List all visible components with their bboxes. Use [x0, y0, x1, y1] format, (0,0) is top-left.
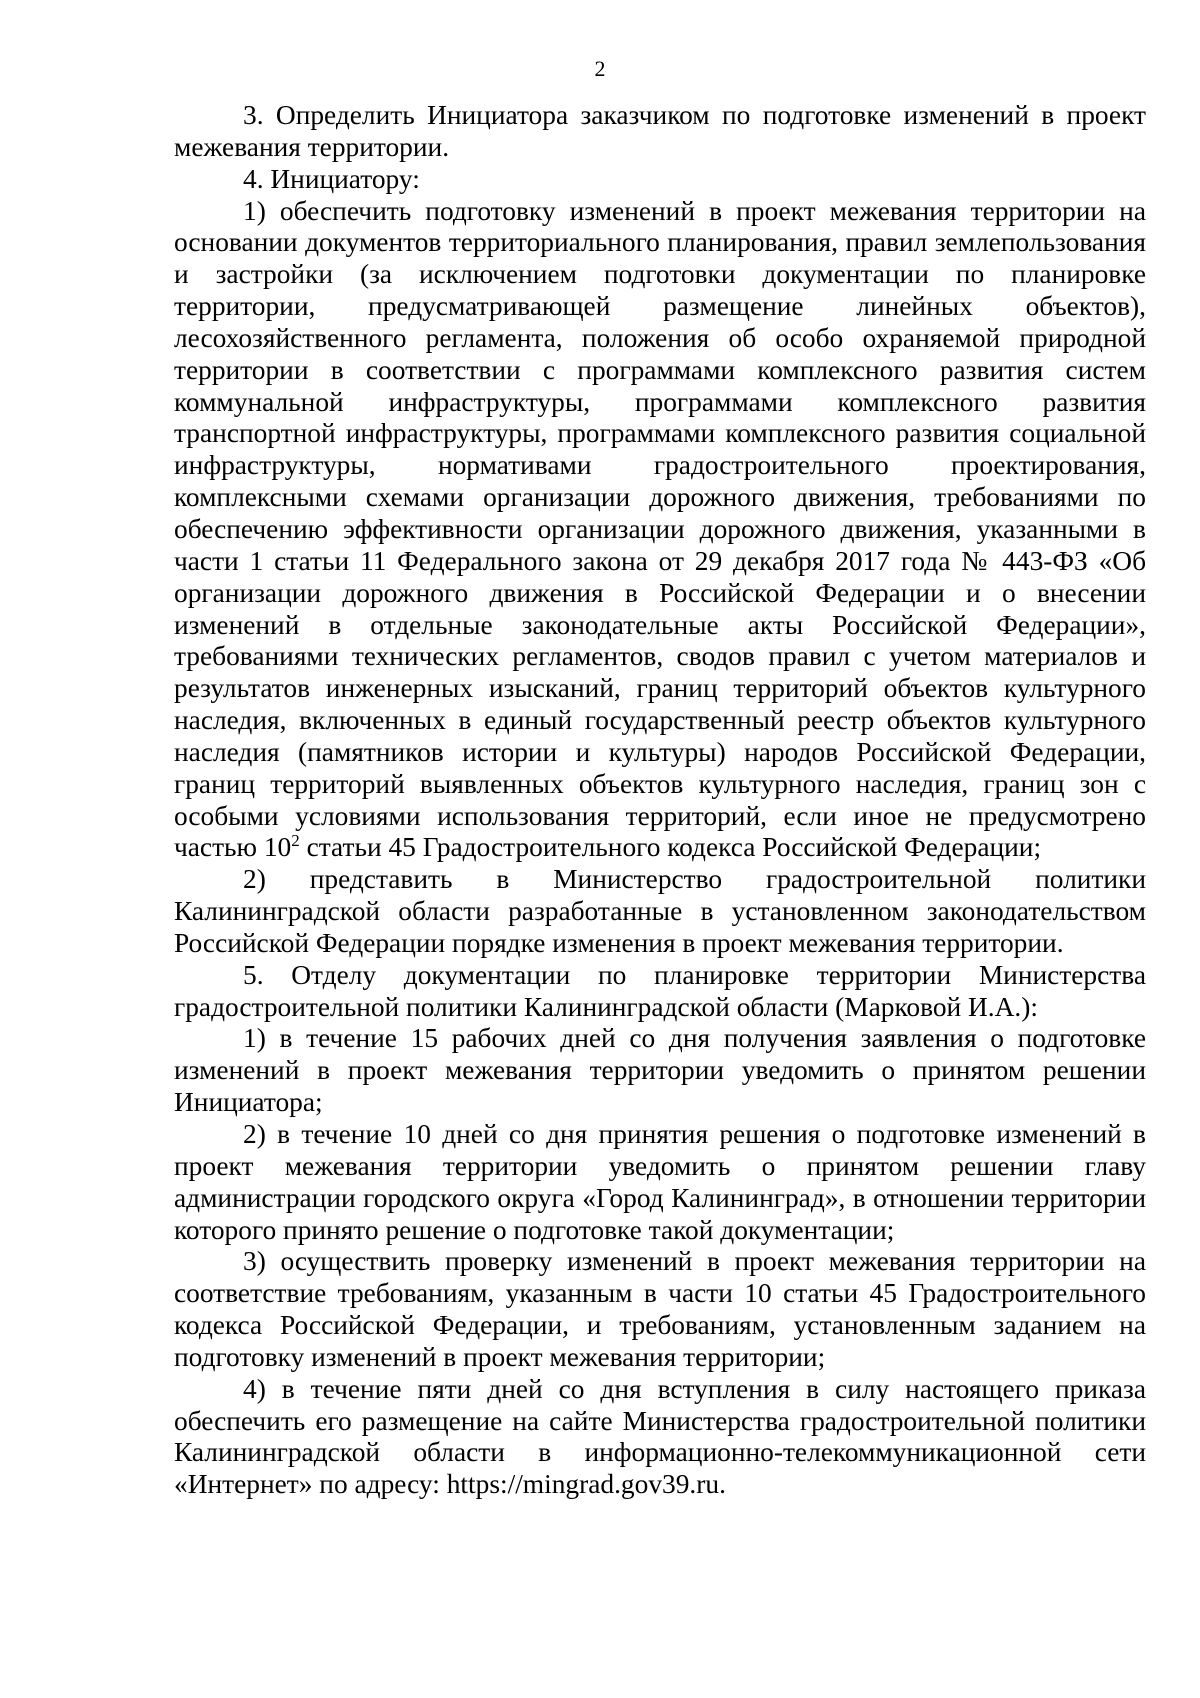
page-number: 2: [594, 56, 606, 81]
paragraph-text: 1) обеспечить подготовку изменений в проект межевания территории на основании документов территориального планирования, правил землепользования и застройки (за исключением подготовки документации по планировке территории, предусматривающей размещение линейных объектов), лесохозяйственного регламента, положения об особо охраняемой природной территории в соответствии с программами комплексного развития систем коммунальной инфраструктуры, программами комплексного развития транспортной инфраструктуры, программами комплексного развития социальной инфраструктуры, нормативами градостроительного проектирования, комплексными схемами организации дорожного движения, требованиями по обеспечению эффективности организации дорожного движения, указанными в части 1 статьи 11 Федерального закона от 29 декабря 2017 года № 443-ФЗ «Об организации дорожного движения в Российской Федерации и о внесении изменений в отдельные законодательные акты Российской Федерации», требованиями технических регламентов, сводов правил с учетом материалов и результатов инженерных изысканий, границ территорий объектов культурного наследия, включенных в единый государственный реестр объектов культурного наследия (памятников истории и культуры) народов Российской Федерации, границ территорий выявленных объектов культурного наследия, границ зон с особыми условиями использования территорий, если иное не предусмотрено частью 10: [174, 195, 1146, 863]
paragraph-item-4: 4. Инициатору:: [243, 163, 420, 194]
paragraph-item-5-4: 4) в течение пяти дней со дня вступления в силу настоящего приказа обеспечить его размещение на сайте Министерства градостроительной политики Калининградской области в информационно-телекоммуникационной сети «Интернет» по адресу: https://mingrad.gov39.ru.: [174, 1373, 1146, 1500]
paragraph-item-4-2: 2) представить в Министерство градостроительной политики Калининградской области разработанные в установленном законодательством Российской Федерации порядке изменения в проект межевания территории.: [174, 864, 1146, 958]
paragraph-text-continued: статьи 45 Градостроительного кодекса Российской Федерации;: [299, 832, 1042, 863]
superscript-index: 2: [291, 831, 300, 851]
paragraph-item-5-3: 3) осуществить проверку изменений в проект межевания территории на соответствие требованиям, указанным в части 10 статьи 45 Градостроительного кодекса Российской Федерации, и требованиям, установленным заданием на подготовку изменений в проект межевания территории;: [174, 1246, 1146, 1372]
document-body: [174, 100, 1146, 1501]
paragraph-item-5: 5. Отделу документации по планировке территории Министерства градостроительной политики Калининградской области (Марковой И.А.):: [174, 959, 1146, 1022]
paragraph-item-3: 3. Определить Инициатора заказчиком по подготовке изменений в проект межевания территории.: [174, 100, 1146, 162]
paragraph-item-5-1: 1) в течение 15 рабочих дней со дня получения заявления о подготовке изменений в проект межевания территории уведомить о принятом решении Инициатора;: [174, 1023, 1146, 1118]
paragraph-item-5-2: 2) в течение 10 дней со дня принятия решения о подготовке изменений в проект межевания территории уведомить о принятом решении главу администрации городского округа «Город Калининград», в отношении территории которого принято решение о подготовке такой документации;: [174, 1119, 1146, 1245]
paragraph-item-4-1: [174, 196, 1146, 865]
